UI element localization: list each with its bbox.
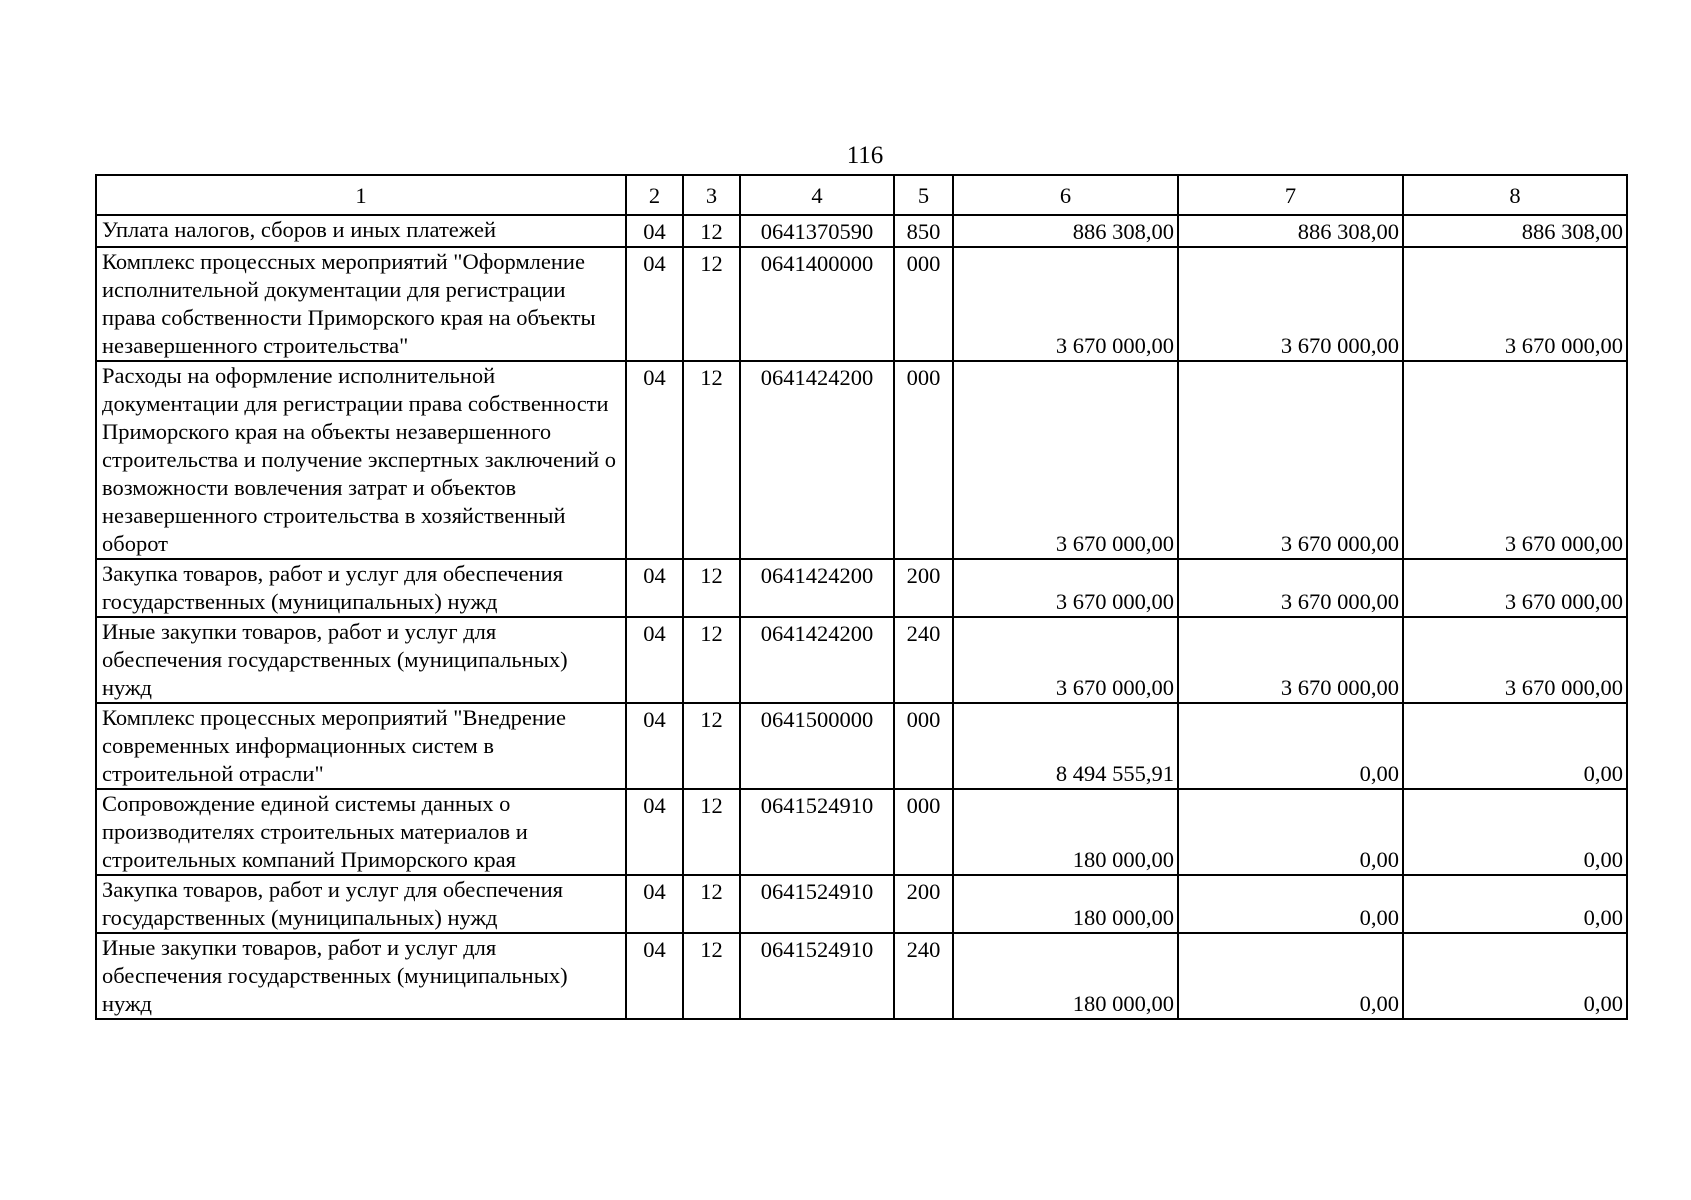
table-row xyxy=(96,789,1627,875)
page-number: 116 xyxy=(846,142,884,169)
amount-column-8-cell: 0,00 xyxy=(1403,933,1627,1019)
expense-name-cell: Уплата налогов, сборов и иных платежей xyxy=(96,215,626,247)
target-item-code-cell: 0641524910 xyxy=(740,789,894,875)
target-item-code-cell: 0641424200 xyxy=(740,617,894,703)
column-number-header: 8 xyxy=(1403,175,1627,215)
amount-column-8-cell: 0,00 xyxy=(1403,703,1627,789)
table-row xyxy=(96,215,1627,247)
column-number-header: 5 xyxy=(894,175,953,215)
subsection-code-cell: 12 xyxy=(683,789,740,875)
section-code-cell: 04 xyxy=(626,617,683,703)
column-number-header: 2 xyxy=(626,175,683,215)
table-row xyxy=(96,559,1627,617)
expense-type-code-cell: 240 xyxy=(894,617,953,703)
expense-type-code-cell: 240 xyxy=(894,933,953,1019)
expense-type-code-cell: 200 xyxy=(894,875,953,933)
subsection-code-cell: 12 xyxy=(683,875,740,933)
target-item-code-cell: 0641424200 xyxy=(740,559,894,617)
expense-name-cell: Комплекс процессных мероприятий "Оформление исполнительной документации для регистрации права собственности Приморского края на объекты незавершенного строительства" xyxy=(96,247,626,361)
subsection-code-cell: 12 xyxy=(683,617,740,703)
amount-column-6-cell: 3 670 000,00 xyxy=(953,361,1178,559)
amount-column-8-cell: 3 670 000,00 xyxy=(1403,617,1627,703)
expense-type-code-cell: 850 xyxy=(894,215,953,247)
amount-column-8-cell: 3 670 000,00 xyxy=(1403,361,1627,559)
amount-column-8-cell: 3 670 000,00 xyxy=(1403,559,1627,617)
amount-column-7-cell: 3 670 000,00 xyxy=(1178,361,1403,559)
section-code-cell: 04 xyxy=(626,247,683,361)
expense-name-cell: Сопровождение единой системы данных о производителях строительных материалов и строительных компаний Приморского края xyxy=(96,789,626,875)
expense-name-cell: Иные закупки товаров, работ и услуг для обеспечения государственных (муниципальных) нужд xyxy=(96,933,626,1019)
target-item-code-cell: 0641400000 xyxy=(740,247,894,361)
amount-column-8-cell: 0,00 xyxy=(1403,789,1627,875)
section-code-cell: 04 xyxy=(626,789,683,875)
expense-name-cell: Комплекс процессных мероприятий "Внедрение современных информационных систем в строительной отрасли" xyxy=(96,703,626,789)
table-row xyxy=(96,617,1627,703)
column-number-row xyxy=(96,175,1627,215)
amount-column-7-cell: 0,00 xyxy=(1178,789,1403,875)
section-code-cell: 04 xyxy=(626,559,683,617)
amount-column-6-cell: 3 670 000,00 xyxy=(953,559,1178,617)
amount-column-7-cell: 3 670 000,00 xyxy=(1178,247,1403,361)
expense-type-code-cell: 000 xyxy=(894,247,953,361)
subsection-code-cell: 12 xyxy=(683,215,740,247)
column-number-header: 1 xyxy=(96,175,626,215)
amount-column-8-cell: 3 670 000,00 xyxy=(1403,247,1627,361)
column-number-header: 4 xyxy=(740,175,894,215)
expense-type-code-cell: 000 xyxy=(894,703,953,789)
amount-column-7-cell: 0,00 xyxy=(1178,875,1403,933)
target-item-code-cell: 0641370590 xyxy=(740,215,894,247)
section-code-cell: 04 xyxy=(626,875,683,933)
table-row xyxy=(96,875,1627,933)
table-row xyxy=(96,933,1627,1019)
expense-type-code-cell: 000 xyxy=(894,789,953,875)
subsection-code-cell: 12 xyxy=(683,703,740,789)
subsection-code-cell: 12 xyxy=(683,361,740,559)
expense-name-cell: Закупка товаров, работ и услуг для обеспечения государственных (муниципальных) нужд xyxy=(96,875,626,933)
target-item-code-cell: 0641524910 xyxy=(740,933,894,1019)
subsection-code-cell: 12 xyxy=(683,933,740,1019)
column-number-header: 3 xyxy=(683,175,740,215)
amount-column-7-cell: 3 670 000,00 xyxy=(1178,617,1403,703)
target-item-code-cell: 0641524910 xyxy=(740,875,894,933)
amount-column-6-cell: 3 670 000,00 xyxy=(953,617,1178,703)
amount-column-6-cell: 180 000,00 xyxy=(953,789,1178,875)
subsection-code-cell: 12 xyxy=(683,559,740,617)
column-number-header: 6 xyxy=(953,175,1178,215)
target-item-code-cell: 0641500000 xyxy=(740,703,894,789)
amount-column-6-cell: 180 000,00 xyxy=(953,875,1178,933)
amount-column-8-cell: 0,00 xyxy=(1403,875,1627,933)
table-row xyxy=(96,361,1627,559)
table-row xyxy=(96,703,1627,789)
amount-column-7-cell: 0,00 xyxy=(1178,703,1403,789)
amount-column-7-cell: 3 670 000,00 xyxy=(1178,559,1403,617)
table-row xyxy=(96,247,1627,361)
section-code-cell: 04 xyxy=(626,361,683,559)
amount-column-8-cell: 886 308,00 xyxy=(1403,215,1627,247)
section-code-cell: 04 xyxy=(626,703,683,789)
expense-type-code-cell: 000 xyxy=(894,361,953,559)
amount-column-6-cell: 8 494 555,91 xyxy=(953,703,1178,789)
expense-type-code-cell: 200 xyxy=(894,559,953,617)
section-code-cell: 04 xyxy=(626,933,683,1019)
amount-column-7-cell: 886 308,00 xyxy=(1178,215,1403,247)
expense-name-cell: Расходы на оформление исполнительной документации для регистрации права собственности Приморского края на объекты незавершенного строительства и получение экспертных заключений о возможности вовлечения затрат и объектов незавершенного строительства в хозяйственный оборот xyxy=(96,361,626,559)
subsection-code-cell: 12 xyxy=(683,247,740,361)
section-code-cell: 04 xyxy=(626,215,683,247)
target-item-code-cell: 0641424200 xyxy=(740,361,894,559)
amount-column-6-cell: 3 670 000,00 xyxy=(953,247,1178,361)
expense-name-cell: Иные закупки товаров, работ и услуг для обеспечения государственных (муниципальных) нужд xyxy=(96,617,626,703)
amount-column-6-cell: 886 308,00 xyxy=(953,215,1178,247)
expense-name-cell: Закупка товаров, работ и услуг для обеспечения государственных (муниципальных) нужд xyxy=(96,559,626,617)
amount-column-7-cell: 0,00 xyxy=(1178,933,1403,1019)
column-number-header: 7 xyxy=(1178,175,1403,215)
budget-table xyxy=(95,174,1628,1020)
amount-column-6-cell: 180 000,00 xyxy=(953,933,1178,1019)
